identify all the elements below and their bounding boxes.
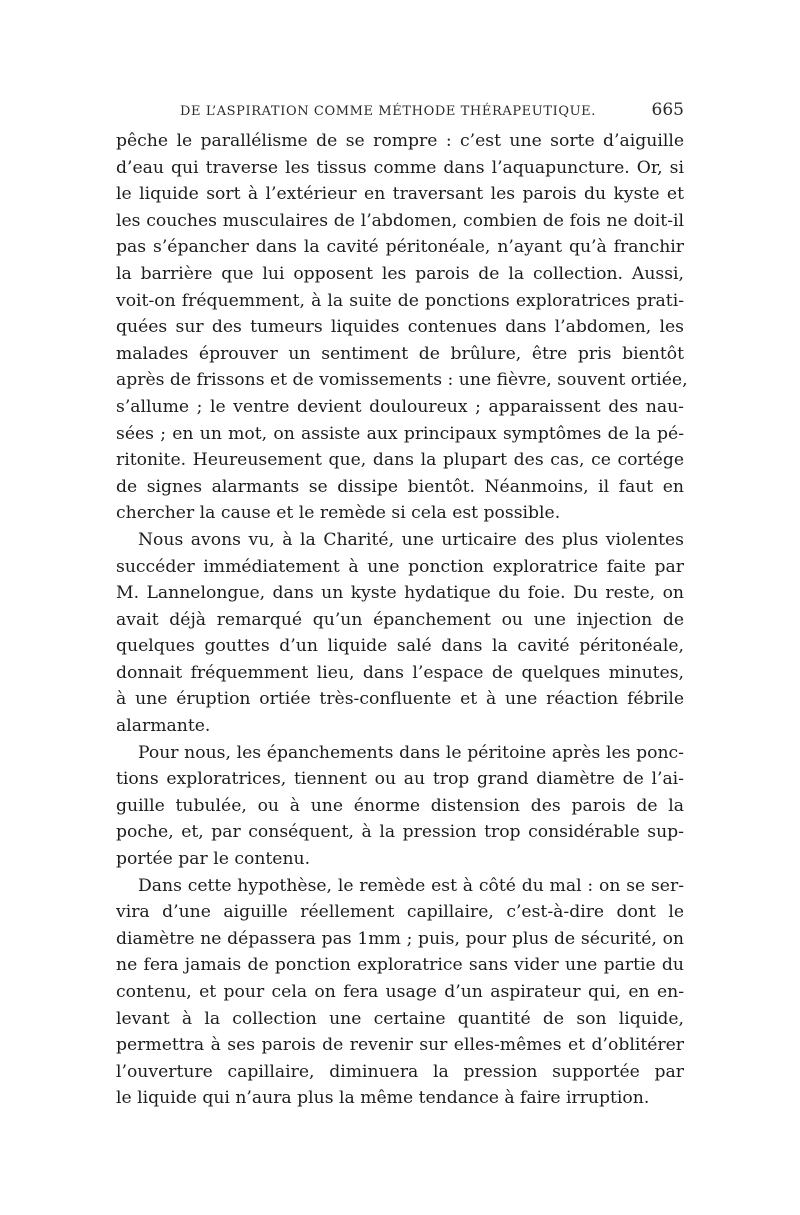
text-line: la barrière que lui opposent les parois de la collection. Aussi,: [116, 263, 684, 284]
text-line: sées ; en un mot, on assiste aux principaux symptômes de la pé-: [116, 423, 684, 444]
text-line: malades éprouver un sentiment de brûlure, être pris bientôt: [116, 343, 684, 364]
text-line: l’ouverture capillaire, diminuera la pression supportée par: [116, 1061, 684, 1082]
text-line: levant à la collection une certaine quantité de son liquide,: [116, 1008, 684, 1029]
text-line: M. Lannelongue, dans un kyste hydatique du foie. Du reste, on: [116, 583, 684, 604]
text-line: contenu, et pour cela on fera usage d’un aspirateur qui, en en-: [116, 982, 684, 1002]
text-line: chercher la cause et le remède si cela est possible.: [116, 503, 561, 524]
text-line: le liquide sort à l’extérieur en traversant les parois du kyste et: [116, 184, 684, 205]
text-line: après de frissons et de vomissements : une fièvre, souvent ortiée,: [116, 370, 688, 391]
paragraph-2: [116, 527, 684, 740]
running-title: DE L’ASPIRATION COMME MÉTHODE THÉRAPEUTIQUE.: [180, 104, 596, 119]
text-line: poche, et, par conséquent, à la pression trop considérable sup-: [116, 822, 684, 843]
paragraph-4: [116, 873, 684, 1112]
page-number: 665: [651, 100, 684, 120]
text-line: portée par le contenu.: [116, 849, 311, 870]
paragraph-3: [116, 740, 684, 873]
text-line: Nous avons vu, à la Charité, une urticaire des plus violentes: [138, 529, 684, 550]
text-line: s’allume ; le ventre devient douloureux ; apparaissent des nau-: [116, 396, 684, 417]
text-line: pas s’épancher dans la cavité péritonéale, n’ayant qu’à franchir: [116, 237, 684, 258]
text-line: voit-on fréquemment, à la suite de ponctions exploratrices prati-: [116, 290, 684, 311]
text-line: les couches musculaires de l’abdomen, combien de fois ne doit-il: [116, 210, 684, 231]
paragraph-1: [116, 128, 688, 527]
body-text: [116, 128, 688, 1112]
text-line: donnait fréquemment lieu, dans l’espace de quelques minutes,: [116, 662, 684, 683]
text-line: pêche le parallélisme de se rompre : c’est une sorte d’aiguille: [116, 131, 684, 151]
text-line: diamètre ne dépassera pas 1mm ; puis, pour plus de sécurité, on: [116, 928, 684, 949]
text-line: d’eau qui traverse les tissus comme dans l’aquapuncture. Or, si: [116, 157, 684, 178]
text-line: guille tubulée, ou à une énorme distension des parois de la: [116, 795, 684, 816]
text-line: succéder immédiatement à une ponction exploratrice faite par: [116, 556, 684, 577]
text-line: permettra à ses parois de revenir sur elles-mêmes et d’oblitérer: [116, 1035, 684, 1056]
text-line: alarmante.: [116, 716, 211, 737]
text-line: tions exploratrices, tiennent ou au trop grand diamètre de l’ai-: [116, 769, 684, 790]
text-line: de signes alarmants se dissipe bientôt. Néanmoins, il faut en: [116, 476, 684, 497]
text-line: à une éruption ortiée très-confluente et à une réaction fébrile: [116, 689, 684, 710]
text-line: quelques gouttes d’un liquide salé dans la cavité péritonéale,: [116, 636, 684, 657]
text-line: vira d’une aiguille réellement capillaire, c’est-à-dire dont le: [116, 902, 684, 923]
text-line: quées sur des tumeurs liquides contenues dans l’abdomen, les: [116, 317, 684, 338]
page-header: [116, 100, 684, 126]
text-line: Dans cette hypothèse, le remède est à côté du mal : on se ser-: [138, 875, 684, 896]
text-line: avait déjà remarqué qu’un épanchement ou une injection de: [116, 609, 684, 630]
text-line: le liquide qui n’aura plus la même tendance à faire irruption.: [116, 1088, 650, 1109]
text-line: Pour nous, les épanchements dans le péritoine après les ponc-: [138, 742, 684, 763]
text-line: ne fera jamais de ponction exploratrice sans vider une partie du: [116, 955, 684, 976]
text-line: ritonite. Heureusement que, dans la plupart des cas, ce cortége: [116, 450, 684, 471]
